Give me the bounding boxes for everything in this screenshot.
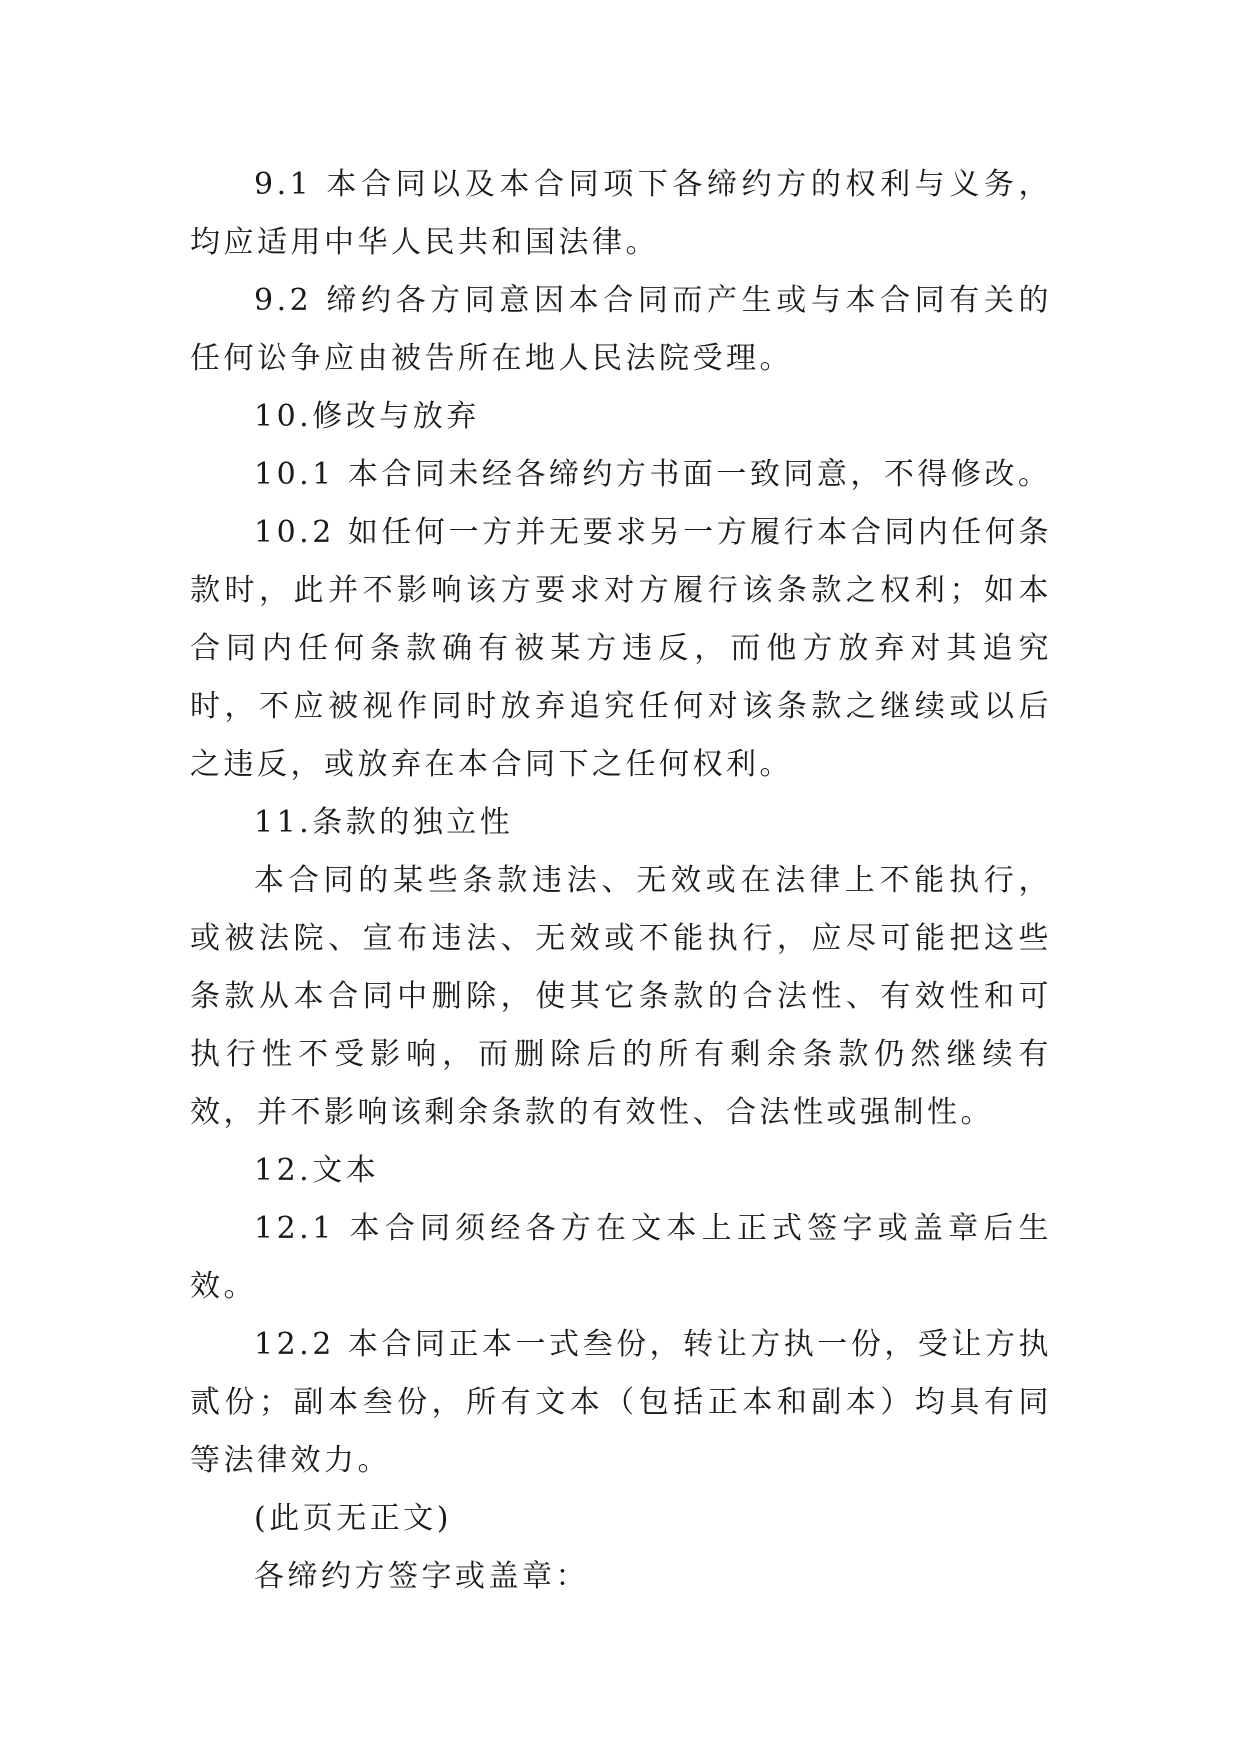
contract-body [190,156,1052,1606]
clause-9-2: 9.2 缔约各方同意因本合同而产生或与本合同有关的任何讼争应由被告所在地人民法院受理。 [190,283,1052,376]
section-heading-12: 12.文本 [254,1153,380,1188]
section-heading-10: 10.修改与放弃 [254,399,480,434]
clause-10-1: 10.1 本合同未经各缔约方书面一致同意，不得修改。 [254,457,1052,492]
no-text-note: (此页无正文) [254,1501,452,1536]
clause-12-2: 12.2 本合同正本一式叁份，转让方执一份，受让方执贰份；副本叁份，所有文本（包括正本和副本）均具有同等法律效力。 [190,1327,1052,1478]
clause-9-1: 9.1 本合同以及本合同项下各缔约方的权利与义务，均应适用中华人民共和国法律。 [190,167,1052,260]
clause-12-1: 12.1 本合同须经各方在文本上正式签字或盖章后生效。 [190,1211,1052,1304]
clause-10-2: 10.2 如任何一方并无要求另一方履行本合同内任何条款时，此并不影响该方要求对方履行该条款之权利；如本合同内任何条款确有被某方违反，而他方放弃对其追究时，不应被视作同时放弃追究任何对该条款之继续或以后之违反，或放弃在本合同下之任何权利。 [190,515,1052,782]
signature-prompt: 各缔约方签字或盖章： [254,1559,589,1594]
section-heading-11: 11.条款的独立性 [254,805,514,840]
clause-11-body: 本合同的某些条款违法、无效或在法律上不能执行，或被法院、宣布违法、无效或不能执行，应尽可能把这些条款从本合同中删除，使其它条款的合法性、有效性和可执行性不受影响，而删除后的所有剩余条款仍然继续有效，并不影响该剩余条款的有效性、合法性或强制性。 [190,863,1052,1130]
